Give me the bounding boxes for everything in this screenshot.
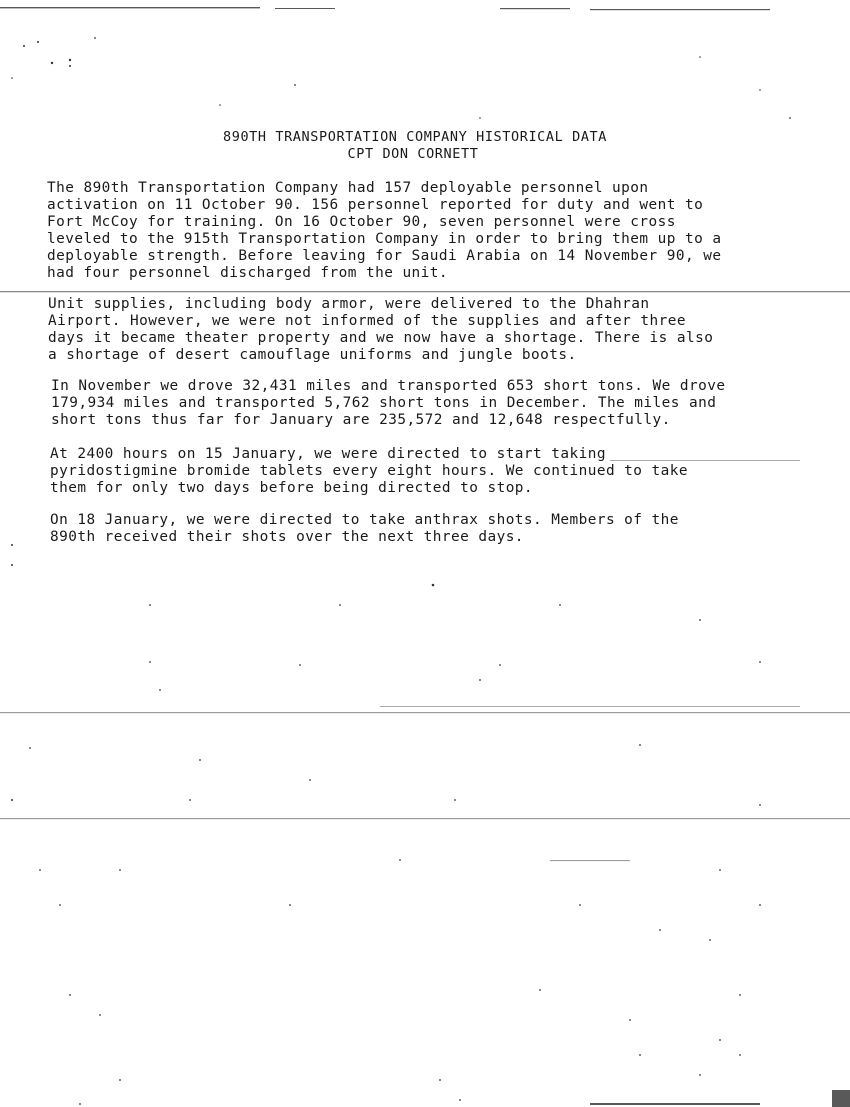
- paragraph-personnel: [47, 180, 807, 281]
- text-line: activation on 11 October 90. 156 personnel reported for duty and went to: [47, 196, 704, 213]
- text-line: 179,934 miles and transported 5,762 short tons in December. The miles and: [51, 394, 717, 411]
- document-subtitle: CPT DON CORNETT: [347, 146, 479, 162]
- text-line: At 2400 hours on 15 January, we were directed to start taking: [50, 446, 606, 462]
- text-line: short tons thus far for January are 235,572 and 12,648 respectfully.: [51, 411, 671, 428]
- text-line: 890th received their shots over the next three days.: [50, 528, 524, 545]
- text-line: In November we drove 32,431 miles and transported 653 short tons. We drove: [51, 378, 726, 394]
- paragraph-mileage: [51, 378, 811, 429]
- document-title: 890TH TRANSPORTATION COMPANY HISTORICAL DATA: [222, 129, 608, 145]
- paragraph-pyridostigmine: [50, 446, 810, 497]
- text-line: On 18 January, we were directed to take anthrax shots. Members of the: [50, 512, 679, 528]
- text-line: Unit supplies, including body armor, were delivered to the Dhahran: [48, 296, 650, 312]
- text-line: days it became theater property and we now have a shortage. There is also: [48, 329, 714, 346]
- text-line: Airport. However, we were not informed of the supplies and after three: [48, 312, 686, 329]
- text-line: The 890th Transportation Company had 157 deployable personnel upon: [47, 180, 649, 196]
- text-line: pyridostigmine bromide tablets every eight hours. We continued to take: [50, 462, 688, 479]
- text-line: had four personnel discharged from the unit.: [47, 264, 449, 281]
- text-line: a shortage of desert camouflage uniforms and jungle boots.: [48, 346, 577, 363]
- paragraph-supplies: [48, 296, 808, 364]
- paragraph-anthrax: [50, 512, 810, 546]
- text-line: Fort McCoy for training. On 16 October 90, seven personnel were cross: [47, 213, 676, 230]
- text-line: them for only two days before being directed to stop.: [50, 479, 534, 496]
- text-line: deployable strength. Before leaving for Saudi Arabia on 14 November 90, we: [47, 247, 722, 264]
- text-line: leveled to the 915th Transportation Company in order to bring them up to a: [47, 230, 722, 247]
